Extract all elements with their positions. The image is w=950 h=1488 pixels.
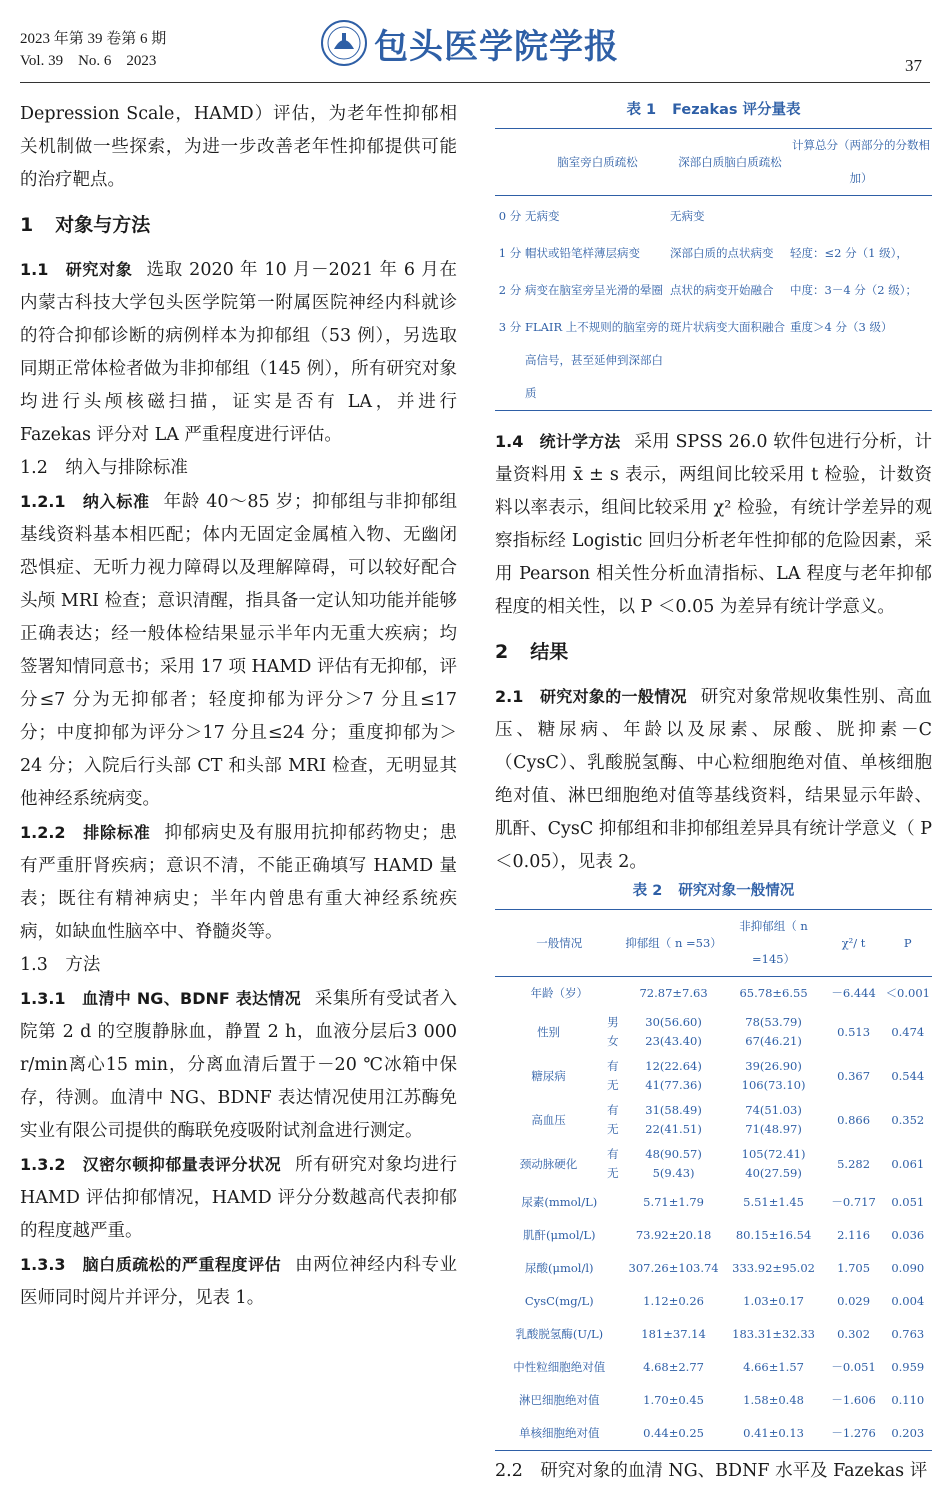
table-2-cell: 5.282 (837, 1156, 871, 1171)
table-1-cell (790, 196, 932, 234)
table-2-row (495, 1219, 932, 1252)
table-1 (495, 128, 932, 411)
table-1-cell: 无病变 (525, 209, 560, 223)
table-2-cell: 0.352 (891, 1112, 925, 1127)
table-2-cell: 0.367 (837, 1068, 871, 1083)
table-2-row (495, 1010, 932, 1054)
intro-paragraph: Depression Scale，HAMD）评估，为老年性抑郁相关机制做一些探索，为进一步改善老年性抑郁提供可能的治疗靶点。 (20, 104, 457, 190)
table-2-header-row (495, 910, 932, 977)
table-2-cell: －1.276 (831, 1426, 876, 1440)
table-2-row (495, 1417, 932, 1451)
table-1-cell: 深部白质的点状病变 (670, 246, 774, 260)
table-2 (495, 909, 932, 1451)
table-2-cell: 12(22.64) 41(77.36) (645, 1059, 702, 1092)
section-2-title: 结果 (530, 641, 569, 663)
table-2-cell: 有 无 (607, 1059, 619, 1092)
table-2-cell: 性别 (537, 1024, 561, 1039)
section-2-number: 2 (495, 641, 509, 663)
table-1-cell: 病变在脑室旁呈光滑的晕圈 (525, 283, 663, 297)
table-2-cell: 333.92±95.02 (732, 1261, 815, 1275)
table-1-header-cell: 计算总分（两部分的分数相加） (790, 129, 932, 196)
right-column (495, 98, 932, 1488)
table-2-cell: 0.866 (837, 1112, 871, 1127)
table-2-cell: 0.110 (891, 1393, 925, 1407)
table-2-row (495, 1252, 932, 1285)
table-2-cell: 4.66±1.57 (743, 1360, 804, 1374)
table-2-cell: 0.004 (891, 1294, 925, 1308)
section-2-heading (495, 634, 932, 670)
table-2-caption (495, 879, 932, 903)
table-2-cell: 糖尿病 (531, 1068, 566, 1083)
table-2-cell: 有 无 (607, 1147, 619, 1180)
text-1-4: 采用 SPSS 26.0 软件包进行分析，计量资料用 x̄ ± s 表示，两组间比较采用 t 检验，计数资料以率表示，组间比较采用 χ² 检验，有统计学差异的观察指标经 Logistic 回归分析老年性抑郁的危险因素，采用 Pearson 相关性分析血清指标、LA 程度与老年抑郁程度的相关性，以 P ＜0.05 为差异有统计学意义。 (495, 432, 932, 617)
heading-1-2: 1.2 纳入与排除标准 (20, 458, 188, 478)
table-2-cell: CysC(mg/L) (524, 1294, 594, 1308)
table-2-row (495, 1098, 932, 1142)
table-2-cell: 0.474 (891, 1024, 925, 1039)
table-1-cell: 1 分 (498, 246, 522, 260)
table-2-cell: 0.029 (837, 1294, 871, 1308)
table-2-cell: 乳酸脱氢酶(U/L) (515, 1327, 604, 1341)
table-2-cell: 男 女 (607, 1015, 619, 1048)
paragraph-2-2: 2.2 研究对象的血清 NG、BDNF 水平及 Fazekas 评 (495, 1461, 928, 1481)
issue-line-cn: 2023 年第 39 卷第 6 期 (20, 31, 167, 47)
table-2-cell: －6.444 (831, 986, 876, 1000)
table-2-cell: 65.78±6.55 (739, 986, 808, 1000)
table-2-row (495, 1351, 932, 1384)
table-2-cell: 0.763 (891, 1327, 925, 1341)
table-1-row (495, 307, 932, 411)
label-1-3-1: 1.3.1 血清中 NG、BDNF 表达情况 (20, 989, 301, 1008)
table-2-row (495, 1054, 932, 1098)
text-2-1: 研究对象常规收集性别、高血压、糖尿病、年龄以及尿素、尿酸、胱抑素－C（CysC）、乳酸脱氢酶、中心粒细胞绝对值、单核细胞绝对值、淋巴细胞绝对值等基线资料，结果显示年龄、肌酐、CysC 抑郁组和非抑郁组差异具有统计学意义（ P ＜0.05），见表 2。 (495, 687, 932, 872)
table-1-cell: 2 分 (498, 283, 522, 297)
paragraph-1-4 (495, 425, 932, 624)
paragraph-1-2-2 (20, 816, 457, 949)
university-seal-icon (320, 19, 368, 67)
section-1-heading (20, 207, 457, 243)
table-1-cell: 3 分 (498, 320, 522, 334)
table-2-row (495, 977, 932, 1011)
left-column (20, 98, 457, 1315)
journal-title: 包头医学院学报 (374, 26, 619, 67)
table-2-cell: 74(51.03) 71(48.97) (745, 1103, 802, 1136)
table-1-cell: 帽状或铅笔样薄层病变 (525, 246, 640, 260)
table-2-cell: 307.26±103.74 (628, 1261, 719, 1275)
section-1-title: 对象与方法 (55, 214, 151, 236)
table-1-header-cell: 深部白质脑白质疏松 (670, 129, 790, 196)
table-2-cell: 肌酐(μmol/L) (523, 1228, 596, 1242)
table-2-cell: －0.717 (831, 1195, 876, 1209)
table-1-cell: 0 分 (498, 209, 522, 223)
table-1-cell: 无病变 (670, 209, 705, 223)
table-2-cell: 2.116 (837, 1228, 871, 1242)
paragraph-1-1 (20, 253, 457, 452)
table-1-cell: FLAIR 上不规则的脑室旁的高信号，甚至延伸到深部白质 (525, 320, 670, 400)
table-2-cell: 0.203 (891, 1426, 925, 1440)
page-number: 37 (905, 56, 922, 75)
table-2-cell: －0.051 (831, 1360, 876, 1374)
label-2-1: 2.1 研究对象的一般情况 (495, 687, 687, 706)
table-2-cell: 尿酸(μmol/l) (525, 1261, 594, 1275)
table-2-cell: 30(56.60) 23(43.40) (645, 1015, 702, 1048)
paragraph-1-3-1 (20, 982, 457, 1148)
table-2-cell: 0.302 (837, 1327, 871, 1341)
issue-info (20, 28, 166, 72)
paragraph-1-3-2 (20, 1148, 457, 1248)
text-1-1: 选取 2020 年 10 月－2021 年 6 月在内蒙古科技大学包头医学院第一附属医院神经内科就诊的符合抑郁诊断的病例样本为抑郁组（53 例），另选取同期正常体检者做为非抑郁组（145 例），所有研究对象均进行头颅核磁扫描，证实是否有 LA，并进行 Fazekas 评分对 LA 严重程度进行评估。 (20, 260, 457, 445)
table-2-row (495, 1142, 932, 1186)
label-1-4: 1.4 统计学方法 (495, 432, 621, 451)
table-1-header-row (495, 129, 932, 196)
table-2-cell: 39(26.90) 106(73.10) (741, 1059, 806, 1092)
table-2-header-cell: χ²/ t (824, 910, 884, 977)
table-2-cell: －1.606 (831, 1393, 876, 1407)
table-2-cell: 0.41±0.13 (743, 1426, 804, 1440)
text-1-2-2: 抑郁病史及有服用抗抑郁药物史；患有严重肝肾疾病；意识不清，不能正确填写 HAMD 量表；既往有精神病史；半年内曾患有重大神经系统疾病，如缺血性脑卒中、脊髓炎等。 (20, 823, 458, 942)
table-1-header-cell: 脑室旁白质疏松 (525, 129, 670, 196)
table-2-cell: 单核细胞绝对值 (519, 1426, 600, 1440)
table-1-row (495, 270, 932, 307)
table-2-cell: 0.544 (891, 1068, 925, 1083)
label-1-1: 1.1 研究对象 (20, 260, 133, 279)
table-1-row (495, 196, 932, 234)
table-2-number: 表 2 (632, 883, 663, 899)
table-2-cell: 0.959 (891, 1360, 925, 1374)
table-2-cell: 73.92±20.18 (635, 1228, 712, 1242)
text-1-3-1: 采集所有受试者入院第 2 d 的空腹静脉血，静置 2 h，血液分层后3 000 r/min离心15 min，分离血清后置于－20 ℃冰箱中保存，待测。血清中 NG、BDNF 表达情况使用江苏酶免实业有限公司提供的酶联免疫吸附试剂盒进行测定。 (20, 989, 457, 1141)
table-2-cell: 72.87±7.63 (639, 986, 708, 1000)
label-1-2-1: 1.2.1 纳入标准 (20, 492, 150, 511)
table-2-cell: 尿素(mmol/L) (521, 1195, 598, 1209)
table-1-title: Fezakas 评分量表 (672, 102, 801, 118)
table-2-cell: ＜0.001 (885, 986, 930, 1000)
table-2-row (495, 1186, 932, 1219)
table-2-cell: 年龄（岁） (530, 986, 589, 1000)
table-2-cell: 0.513 (837, 1024, 871, 1039)
table-2-cell: 中性粒细胞绝对值 (513, 1360, 606, 1374)
table-2-cell: 0.036 (891, 1228, 925, 1242)
label-1-3-3: 1.3.3 脑白质疏松的严重程度评估 (20, 1255, 282, 1274)
table-2-cell: 105(72.41) 40(27.59) (741, 1147, 806, 1180)
table-2-cell: 1.58±0.48 (743, 1393, 804, 1407)
table-1-cell: 点状的病变开始融合 (670, 283, 774, 297)
table-2-cell: 0.061 (891, 1156, 925, 1171)
table-2-cell: 1.70±0.45 (643, 1393, 704, 1407)
table-1-cell: 斑片状病变大面积融合 (670, 320, 785, 334)
paragraph-2-1 (495, 680, 932, 879)
table-2-cell: 0.051 (891, 1195, 925, 1209)
issue-line-en: Vol. 39 No. 6 2023 (20, 53, 157, 69)
table-2-row (495, 1285, 932, 1318)
text-1-3-2: 所有研究对象均进行 HAMD 评估抑郁情况，HAMD 评分分数越高代表抑郁的程度越严重。 (20, 1155, 457, 1241)
table-2-header-cell: 抑郁组（ n =53） (624, 910, 724, 977)
table-2-cell: 1.03±0.17 (743, 1294, 804, 1308)
text-1-3-3: 由两位神经内科专业医师同时阅片并评分，见表 1。 (20, 1255, 457, 1308)
heading-1-3: 1.3 方法 (20, 955, 101, 975)
table-2-header-cell: P (884, 910, 932, 977)
label-1-2-2: 1.2.2 排除标准 (20, 823, 151, 842)
table-1-caption (495, 98, 932, 122)
table-2-cell: 183.31±32.33 (732, 1327, 815, 1341)
table-2-row (495, 1384, 932, 1417)
table-2-cell: 淋巴细胞绝对值 (519, 1393, 600, 1407)
table-2-cell: 4.68±2.77 (643, 1360, 704, 1374)
table-2-header-cell: 非抑郁组（ n =145） (724, 910, 824, 977)
table-2-cell: 78(53.79) 67(46.21) (745, 1015, 802, 1048)
table-1-number: 表 1 (626, 102, 657, 118)
header-rule (20, 82, 930, 83)
section-1-number: 1 (20, 214, 34, 236)
paragraph-1-3-3 (20, 1248, 457, 1315)
table-2-cell: 1.705 (837, 1261, 871, 1275)
table-2-cell: 31(58.49) 22(41.51) (645, 1103, 702, 1136)
table-2-cell: 48(90.57) 5(9.43) (645, 1147, 702, 1180)
table-2-row (495, 1318, 932, 1351)
table-1-cell: 轻度：≤2 分（1 级）， (790, 246, 908, 260)
journal-logo (320, 14, 619, 72)
table-2-cell: 有 无 (607, 1103, 619, 1136)
label-1-3-2: 1.3.2 汉密尔顿抑郁量表评分状况 (20, 1155, 282, 1174)
table-2-header-cell: 一般情况 (495, 910, 624, 977)
table-1-cell: 中度：3－4 分（2 级）； (790, 283, 918, 297)
table-2-cell: 5.71±1.79 (643, 1195, 704, 1209)
table-2-cell: 0.090 (891, 1261, 925, 1275)
table-2-cell: 0.44±0.25 (643, 1426, 704, 1440)
table-2-title: 研究对象一般情况 (678, 883, 795, 899)
table-2-cell: 181±37.14 (641, 1327, 706, 1341)
table-2-cell: 80.15±16.54 (735, 1228, 812, 1242)
text-1-2-1: 年龄 40～85 岁；抑郁组与非抑郁组基线资料基本相匹配；体内无固定金属植入物、无幽闭恐惧症、无听力视力障碍以及理解障碍，可以较好配合头颅 MRI 检查；意识清醒，指具备一定认知功能并能够正确表达；经一般体检结果显示半年内无重大疾病；均签署知情同意书；采用 17 项 HAMD 评估有无抑郁，评分≤7 分为无抑郁者；轻度抑郁为评分＞7 分且≤17 分；中度抑郁为评分＞17 分且≤24 分；重度抑郁为＞24 分；入院后行头部 CT 和头部 MRI 检查，无明显其他神经系统病变。 (20, 492, 457, 809)
table-2-cell: 5.51±1.45 (743, 1195, 804, 1209)
table-1-row (495, 233, 932, 270)
table-1-cell: 重度＞4 分（3 级） (790, 320, 893, 334)
table-2-cell: 颈动脉硬化 (519, 1156, 578, 1171)
paragraph-1-2-1 (20, 485, 457, 816)
table-2-cell: 1.12±0.26 (643, 1294, 704, 1308)
table-2-cell: 高血压 (531, 1112, 566, 1127)
table-1-header-cell (495, 129, 525, 196)
